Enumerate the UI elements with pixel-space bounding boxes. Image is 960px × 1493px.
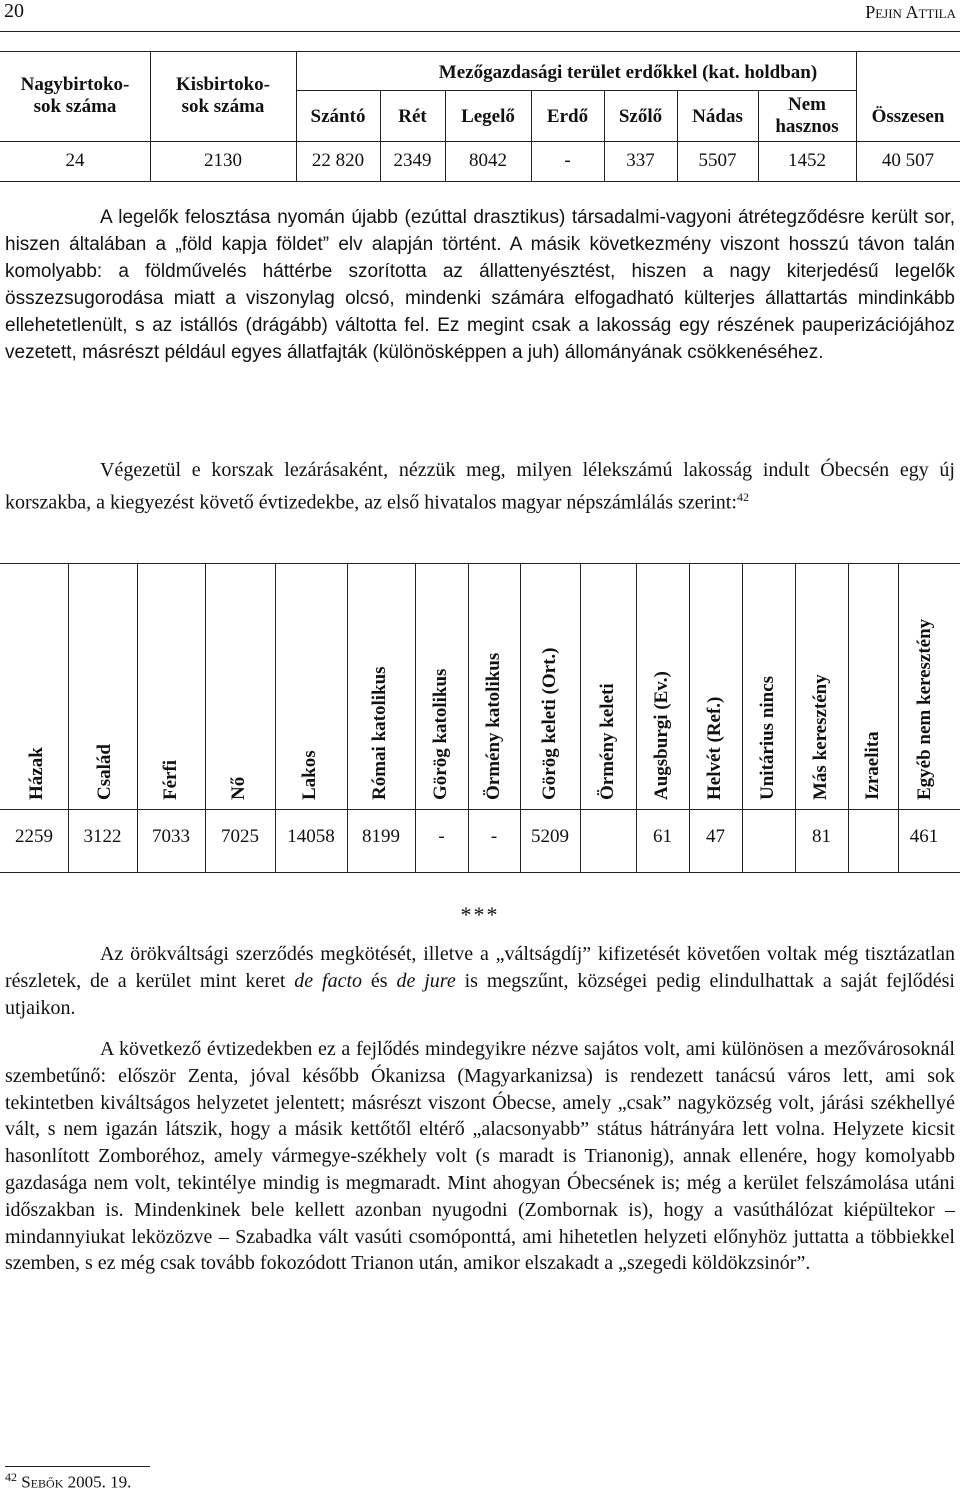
table1-cell: 40 507 [881, 150, 935, 171]
census-cell: 461 [909, 826, 939, 847]
table1-bottom-border [0, 181, 960, 182]
col-header-ret: Rét [398, 106, 427, 127]
header-rule [0, 31, 960, 32]
table1-cell: 337 [626, 150, 655, 171]
col-header-szolo: Szőlő [618, 106, 663, 127]
paragraph-text: is megszűnt, községei pedig elindulhattak a saját fejlődési utjaikon. [5, 969, 955, 1019]
table1-cell: 5507 [698, 150, 737, 171]
census-cell: 3122 [83, 826, 122, 847]
paragraph [5, 941, 955, 1021]
census-header-no: Nő [228, 776, 249, 800]
col-header-line: Nagybirtoko- [20, 74, 130, 95]
table1-cell: 24 [65, 150, 85, 171]
table1-cell: 2130 [204, 150, 242, 171]
table1-header-border [0, 141, 960, 142]
table1-cell: 2349 [393, 150, 432, 171]
paragraph-text: Az örökváltsági szerződés megkötését, illetve a „váltságdíj” kifizetését követően voltak még tisztázatlan részletek, de a kerület mint keret [5, 943, 955, 992]
table1-top-border [0, 51, 960, 52]
col-header-line: Kisbirtoko- [176, 74, 270, 95]
col-header-line: sok száma [181, 96, 265, 117]
col-header-osszesen: Összesen [871, 106, 945, 127]
col-header-kisbirtok [150, 74, 296, 118]
italic-term: de facto [294, 969, 363, 992]
footnote-reference: 42 [736, 489, 749, 504]
table1-cell: 8042 [469, 150, 507, 171]
census-header-helvet: Helvét (Ref.) [704, 696, 725, 800]
table1-cell: 22 820 [311, 150, 365, 171]
census-cell: 8199 [362, 826, 400, 847]
italic-term: de jure [396, 969, 456, 992]
running-head-author: Pejin Attila [865, 2, 956, 22]
paragraph: A következő évtizedekben ez a fejlődés mindegyikre nézve sajátos volt, ami különösen a mezővárosoknál szembetűnő: először Zenta, jóval később Ókanizsa (Magyarkanizsa) is rendezett tanácsú város lett, ami sok tekintetben kiváltságos helyzetet jelentett; másrészt viszont Óbecse, amely „csak” nagyközség volt, járási székhellyé vált, s nem igazán látszik, hogy a másik kettőtől eltérő „alacsonyabb” státus hátrányára lett volna. Helyzete kicsit hasonlított Zomboréhoz, amely vármegye-székhely volt (s maradt is Trianonig), annak ellenére, hogy komolyabb gazdasága nem volt, tekintélye mindig is megmaradt. Mint ahogyan Óbecsének is; még a kerület felszámolása utáni időszakban is. Mindenkinek bele kellett azonban nyugodni (Zombornak is), hogy a vasúthálózat kiépültekor – mindannyiukat leközözve – Szabadka vált vasúti csomóponttá, ami hihetetlen helyzeti előnyhöz juttatta a többiekkel szemben, s ez még csak tovább fokozódott Trianon után, amikor elszakadt a „szegedi köldökzsinór”. [5, 1038, 955, 1275]
paragraph [5, 457, 955, 516]
census-header-izraelita: Izraelita [862, 731, 883, 800]
census-header-ormeny-keleti: Örmény keleti [597, 683, 618, 800]
census-header-gorog-katolikus: Görög katolikus [430, 668, 451, 800]
col-header-line: Nem [788, 94, 826, 115]
census-header-ferfi: Férfi [160, 759, 181, 800]
census-cell: 7025 [221, 826, 259, 847]
col-header-line: sok száma [33, 96, 117, 117]
census-cell: 5209 [531, 826, 569, 847]
census-cell: 81 [812, 826, 831, 847]
census-cell: - [490, 826, 498, 847]
footnote-number: 42 [5, 1470, 17, 1484]
census-header-hazak: Házak [26, 747, 47, 800]
col-header-nem-hasznos [758, 94, 856, 138]
section-separator: *** [460, 902, 500, 927]
col-header-erdo: Erdő [546, 106, 589, 127]
census-header-ormeny-katolikus: Örmény katolikus [483, 652, 504, 800]
paragraph: A legelők felosztása nyomán újabb (ezúttal drasztikus) társadalmi-vagyoni átrétegződésre került sor, hiszen általában a „föld kapja földet” elv alapján történt. A másik következmény viszont hosszú távon talán komolyabb: a földművelés háttérbe szorította az állattenyésztést, hiszen a nagy kiterjedésű legelők összezsugorodása miatt a viszonylag olcsó, mindenki számára elfogadható külterjes állattartás mindinkább ellehetetlenült, s az istállós (drágább) váltotta fel. Ez megint csak a lakosság egy részének pauperizációjához vezetett, másrészt például egyes állatfajták (különösképpen a juh) állományának csökkenéséhez. [5, 207, 955, 363]
col-header-legelo: Legelő [461, 106, 515, 127]
col-header-nadas: Nádas [692, 106, 743, 127]
col-header-nagybirtok [0, 74, 150, 118]
footnote-author: Sebők [21, 1472, 64, 1492]
table1-cell: - [564, 150, 571, 171]
footnote-text: 2005. 19. [63, 1472, 132, 1492]
census-header-lakos: Lakos [299, 750, 320, 800]
census-header-romai-katolikus: Római katolikus [369, 666, 390, 800]
census-cell: 7033 [152, 826, 190, 847]
table1-cell: 1452 [788, 150, 826, 171]
col-header-line: hasznos [775, 116, 839, 137]
census-cell: - [438, 826, 445, 847]
census-header-csalad: Család [94, 744, 115, 800]
col-header-szanto: Szántó [310, 106, 366, 127]
footnote [5, 1470, 131, 1493]
census-header-unitarius: Unitárius nincs [757, 675, 778, 800]
paragraph-text: és [362, 969, 397, 992]
census-cell: 47 [706, 826, 725, 847]
paragraph-text: Végezetül e korszak lezárásaként, nézzük meg, milyen lélekszámú lakosság indult Óbecsén egy új korszakba, a kiegyezést követő évtizedekbe, az első hivatalos magyar népszámlálás szerint: [5, 459, 955, 514]
census-cell: 14058 [287, 826, 335, 847]
census-header-augsburgi: Augsburgi (Ev.) [651, 671, 672, 800]
census-header-mas-kereszteny: Más keresztény [810, 674, 831, 800]
census-cell: 61 [653, 826, 672, 847]
group-header: Mezőgazdasági terület erdőkkel (kat. holdban) [438, 62, 818, 83]
page-number: 20 [4, 0, 24, 22]
census-cell: 2259 [15, 826, 53, 847]
census-header-gorog-keleti: Görög keleti (Ort.) [539, 647, 560, 800]
footnote-rule [5, 1466, 150, 1467]
census-header-egyeb: Egyéb nem keresztény [914, 618, 935, 800]
